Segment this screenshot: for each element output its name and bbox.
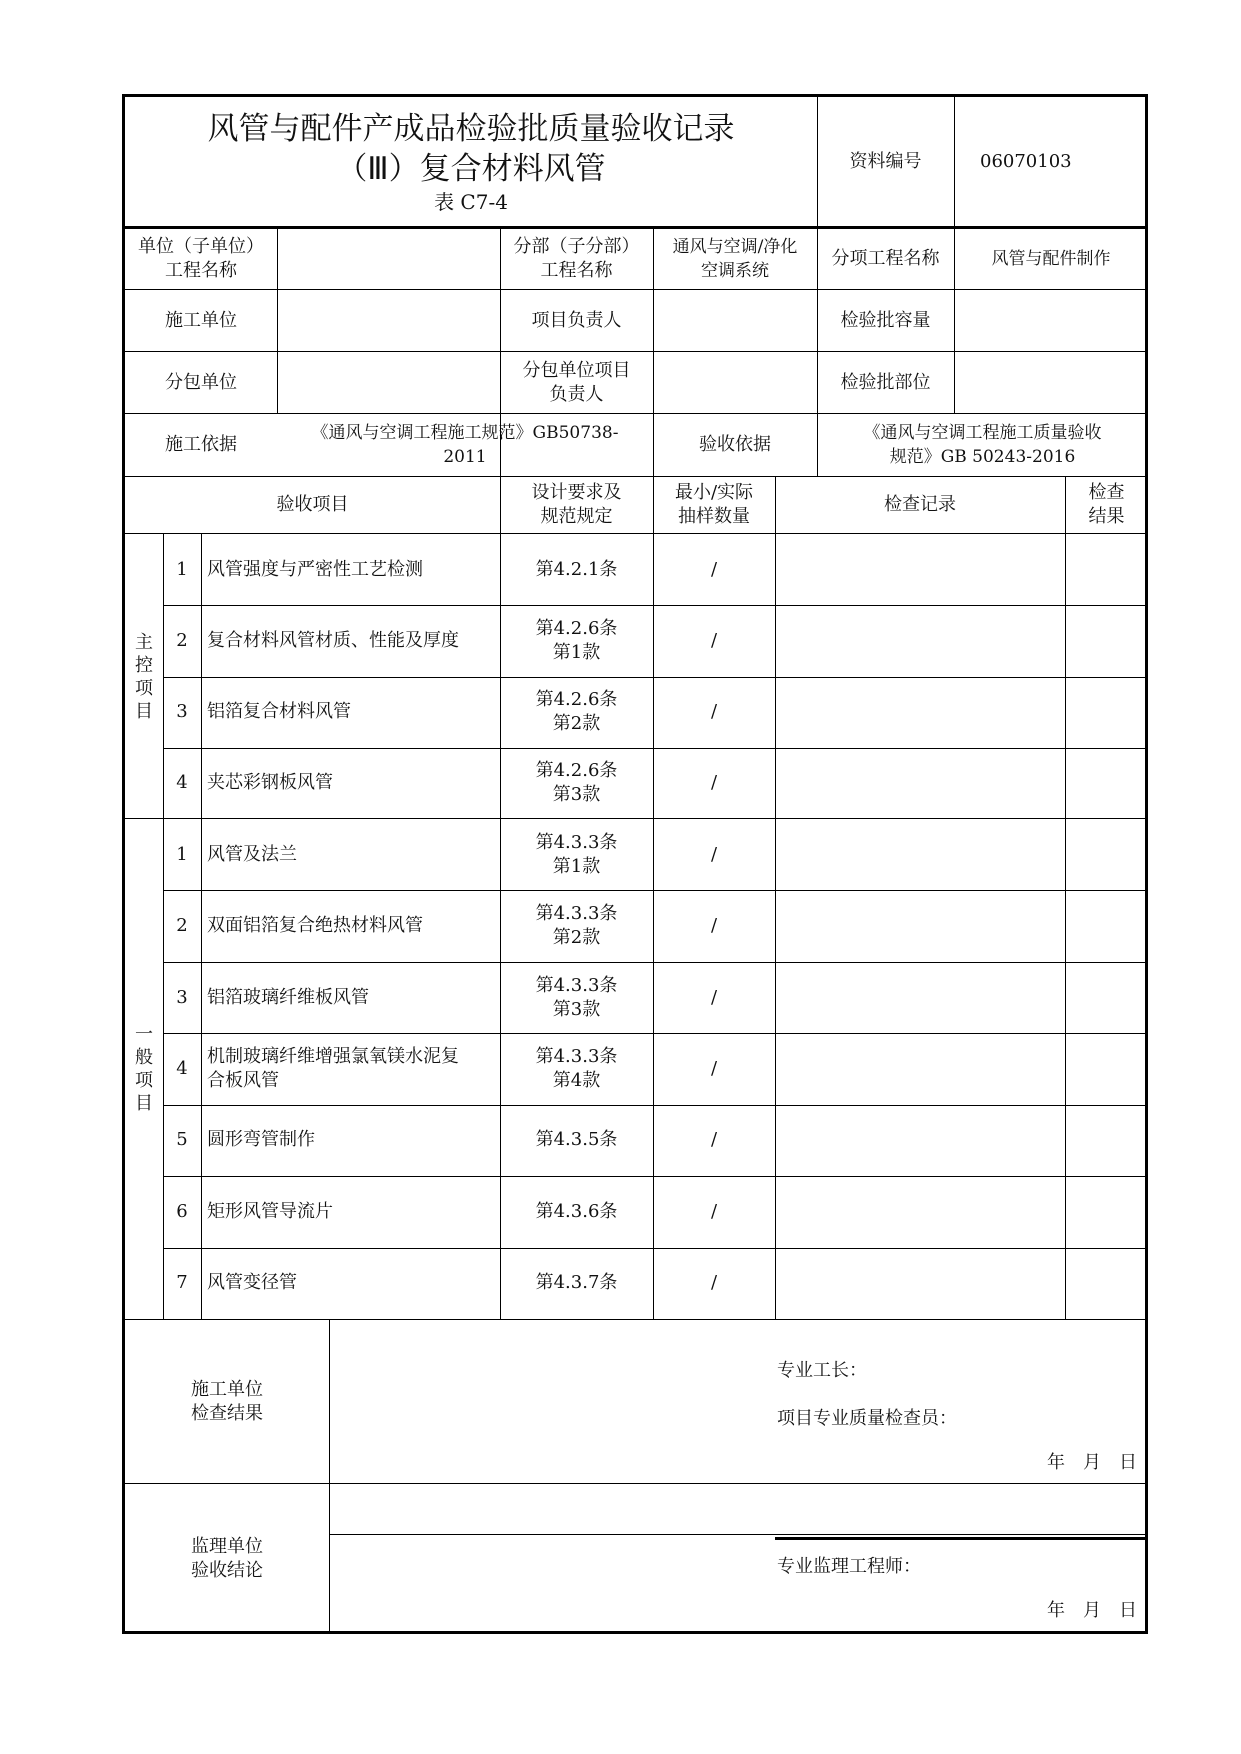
item-sample: / — [710, 1129, 718, 1151]
item-spec: 第4.2.6条 第1款 — [535, 617, 618, 663]
title-block — [125, 97, 817, 227]
col-sample: 最小/实际 抽样数量 — [674, 482, 754, 527]
item-sample: / — [710, 558, 718, 580]
capacity-label: 检验批容量 — [840, 309, 931, 331]
item-sample: / — [710, 915, 718, 937]
col-record: 检查记录 — [884, 494, 956, 515]
division-value[interactable]: 通风与空调/净化 空调系统 — [672, 236, 798, 281]
sub-pm-label: 分包单位项目 负责人 — [522, 359, 631, 405]
basis-value[interactable]: 《通风与空调工程施工规范》GB50738- 2011 — [311, 423, 619, 467]
item-number: 4 — [176, 772, 188, 794]
item-spec: 第4.3.7条 — [535, 1272, 618, 1294]
item-name: 夹芯彩钢板风管 — [207, 772, 333, 794]
item-number: 6 — [176, 1200, 188, 1222]
item-record[interactable] — [775, 1248, 1065, 1319]
item-sample: / — [710, 629, 718, 651]
pm-value[interactable] — [653, 290, 817, 351]
table-number: 表 C7-4 — [434, 190, 508, 214]
item-name: 风管强度与严密性工艺检测 — [207, 558, 423, 580]
engineer-signature-label[interactable]: 专业监理工程师： — [777, 1556, 921, 1577]
item-name: 风管变径管 — [207, 1272, 297, 1294]
unit-label: 单位（子单位） 工程名称 — [138, 235, 264, 281]
item-record[interactable] — [775, 1176, 1065, 1247]
main-group-text: 主控项目 — [135, 631, 153, 722]
item-sample: / — [710, 1057, 718, 1079]
general-group-text: 一般项目 — [135, 1024, 153, 1114]
supervisor-check-label: 监理单位 验收结论 — [191, 1536, 263, 1581]
item-name: 双面铝箔复合绝热材料风管 — [207, 915, 423, 937]
item-record[interactable] — [775, 748, 1065, 819]
item-spec: 第4.3.5条 — [535, 1129, 618, 1151]
form-title: 风管与配件产成品检验批质量验收记录 — [207, 111, 735, 147]
item-number: 1 — [176, 843, 188, 865]
form-subtitle: （Ⅲ）复合材料风管 — [336, 151, 606, 187]
basis-label: 施工依据 — [165, 434, 237, 455]
item-sample: / — [710, 1272, 718, 1294]
pm-label: 项目负责人 — [531, 309, 622, 331]
col-result: 检查 结果 — [1088, 482, 1125, 527]
item-result[interactable] — [1065, 890, 1148, 961]
item-result[interactable] — [1065, 1105, 1148, 1176]
item-name: 圆形弯管制作 — [207, 1129, 315, 1151]
item-record[interactable] — [775, 1033, 1065, 1104]
sub-pm-value[interactable] — [653, 352, 817, 413]
item-result[interactable] — [1065, 748, 1148, 819]
subcontractor-label: 分包单位 — [165, 371, 237, 393]
item-number: 3 — [176, 701, 188, 723]
item-number: 3 — [176, 986, 188, 1008]
item-record[interactable] — [775, 962, 1065, 1033]
item-number: 1 — [176, 558, 188, 580]
col-spec: 设计要求及 规范规定 — [531, 482, 622, 527]
acceptance-basis-label: 验收依据 — [699, 434, 771, 455]
location-value[interactable] — [954, 352, 1148, 413]
item-spec: 第4.2.6条 第2款 — [535, 689, 618, 735]
item-record[interactable] — [775, 605, 1065, 676]
division-label: 分部（子分部） 工程名称 — [513, 235, 640, 281]
contractor-label: 施工单位 — [165, 309, 237, 331]
item-result[interactable] — [1065, 605, 1148, 676]
contractor-value[interactable] — [277, 290, 500, 351]
contractor-date[interactable]: 年 月 日 — [1047, 1452, 1137, 1473]
item-result[interactable] — [1065, 1033, 1148, 1104]
item-number: 2 — [176, 915, 188, 937]
acceptance-basis-value[interactable]: 《通风与空调工程施工质量验收 规范》GB 50243-2016 — [863, 423, 1102, 467]
supervisor-date[interactable]: 年 月 日 — [1047, 1600, 1137, 1621]
general-group-label — [125, 819, 163, 1319]
item-sample: / — [710, 772, 718, 794]
item-name: 矩形风管导流片 — [207, 1200, 333, 1222]
subitem-value[interactable]: 风管与配件制作 — [991, 248, 1111, 269]
item-spec: 第4.2.6条 第3款 — [535, 760, 618, 806]
item-spec: 第4.3.6条 — [535, 1200, 618, 1222]
item-number: 5 — [176, 1129, 188, 1151]
item-spec: 第4.3.3条 第3款 — [535, 974, 618, 1020]
item-name: 复合材料风管材质、性能及厚度 — [207, 629, 459, 651]
item-record[interactable] — [775, 677, 1065, 748]
item-number: 2 — [176, 629, 188, 651]
item-result[interactable] — [1065, 534, 1148, 605]
doc-no-value[interactable]: 06070103 — [980, 151, 1072, 172]
unit-value[interactable] — [277, 228, 500, 289]
item-result[interactable] — [1065, 1176, 1148, 1247]
subitem-label: 分项工程名称 — [831, 247, 940, 269]
foreman-signature-label[interactable]: 专业工长： — [777, 1360, 867, 1381]
item-name: 机制玻璃纤维增强氯氧镁水泥复 合板风管 — [207, 1045, 459, 1091]
col-item: 验收项目 — [276, 494, 349, 515]
item-spec: 第4.3.3条 第1款 — [535, 831, 618, 877]
item-record[interactable] — [775, 534, 1065, 605]
item-record[interactable] — [775, 890, 1065, 961]
item-spec: 第4.3.3条 第2款 — [535, 903, 618, 949]
item-record[interactable] — [775, 819, 1065, 890]
acceptance-record-form — [122, 94, 1148, 1634]
item-name: 铝箔复合材料风管 — [207, 701, 351, 723]
item-result[interactable] — [1065, 962, 1148, 1033]
item-sample: / — [710, 986, 718, 1008]
item-sample: / — [710, 1200, 718, 1222]
item-name: 铝箔玻璃纤维板风管 — [207, 986, 369, 1008]
item-number: 4 — [176, 1057, 188, 1079]
item-spec: 第4.3.3条 第4款 — [535, 1045, 618, 1091]
item-spec: 第4.2.1条 — [535, 558, 618, 580]
item-result[interactable] — [1065, 819, 1148, 890]
item-name: 风管及法兰 — [207, 843, 297, 865]
item-number: 7 — [176, 1272, 188, 1294]
inspector-signature-label[interactable]: 项目专业质量检查员： — [777, 1408, 957, 1429]
item-sample: / — [710, 843, 718, 865]
doc-no-label: 资料编号 — [849, 151, 922, 172]
main-group-label — [125, 534, 163, 819]
item-result[interactable] — [1065, 677, 1148, 748]
contractor-check-label: 施工单位 检查结果 — [191, 1378, 263, 1424]
item-record[interactable] — [775, 1105, 1065, 1176]
capacity-value[interactable] — [954, 290, 1148, 351]
location-label: 检验批部位 — [840, 371, 931, 393]
item-sample: / — [710, 701, 718, 723]
item-result[interactable] — [1065, 1248, 1148, 1319]
subcontractor-value[interactable] — [277, 352, 500, 413]
